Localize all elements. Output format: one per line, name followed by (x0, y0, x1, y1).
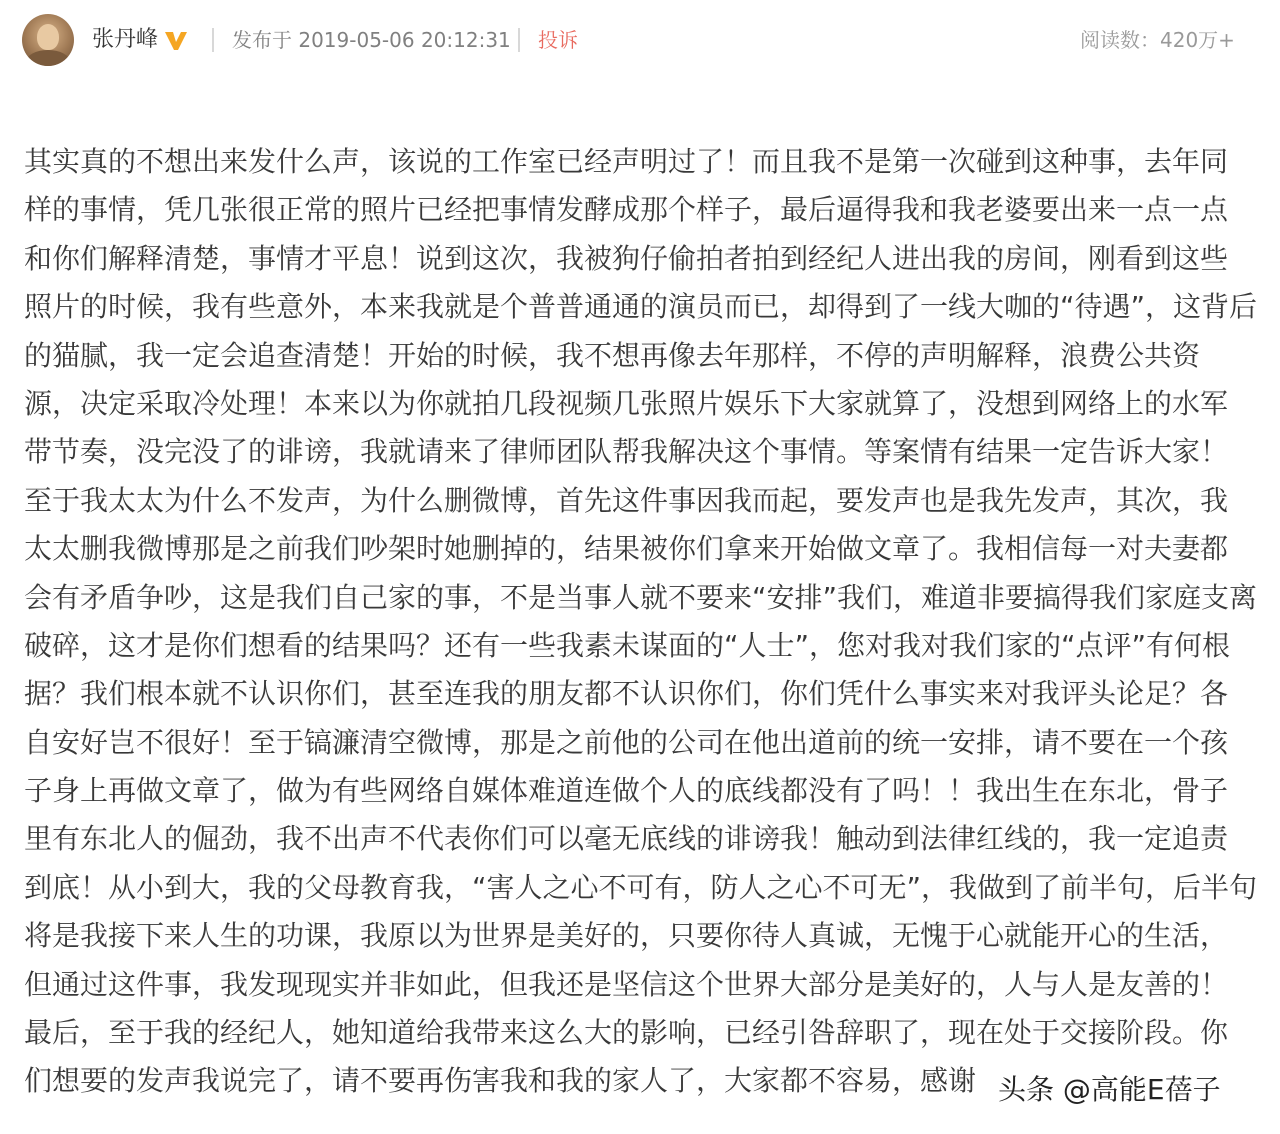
report-link[interactable]: 投诉 (538, 28, 578, 52)
post-text-line: 至于我太太为什么不发声，为什么删微博，首先这件事因我而起，要发声也是我先发声，其次，我 (24, 483, 1229, 517)
post-text-line: 会有矛盾争吵，这是我们自己家的事，不是当事人就不要来“安排”我们，难道非要搞得我们家庭支离 (24, 580, 1258, 614)
post-text-line: 子身上再做文章了，做为有些网络自媒体难道连做个人的底线都没有了吗！！我出生在东北，骨子 (24, 774, 1229, 808)
header-divider (212, 28, 214, 52)
verified-badge-icon (163, 29, 189, 53)
post-text-line: 里有东北人的倔劲，我不出声不代表你们可以毫无底线的诽谤我！触动到法律红线的，我一定追责 (24, 822, 1229, 856)
post-text-line: 据？我们根本就不认识你们，甚至连我的朋友都不认识你们，你们凭什么事实来对我评头论足？各 (24, 677, 1229, 711)
avatar-face (37, 24, 59, 50)
avatar-shoulders (26, 50, 70, 66)
post-text-line: 最后，至于我的经纪人，她知道给我带来这么大的影响，已经引咎辞职了，现在处于交接阶段。你 (24, 1016, 1229, 1050)
post-text-line: 和你们解释清楚，事情才平息！说到这次，我被狗仔偷拍者拍到经纪人进出我的房间，刚看到这些 (24, 241, 1229, 275)
post-text-line: 照片的时候，我有些意外，本来我就是个普普通通的演员而已，却得到了一线大咖的“待遇”，这背后 (24, 290, 1258, 324)
user-avatar[interactable] (22, 14, 74, 66)
post-text-line: 但通过这件事，我发现现实并非如此，但我还是坚信这个世界大部分是美好的，人与人是友善的！ (24, 967, 1229, 1001)
post-text-line: 到底！从小到大，我的父母教育我，“害人之心不可有，防人之心不可无”，我做到了前半句，后半句 (24, 870, 1258, 904)
post-text-line: 源，决定采取冷处理！本来以为你就拍几段视频几张照片娱乐下大家就算了，没想到网络上的水军 (24, 386, 1229, 420)
username-link[interactable]: 张丹峰 (92, 27, 159, 52)
post-text-line: 的猫腻，我一定会追查清楚！开始的时候，我不想再像去年那样，不停的声明解释，浪费公共资 (24, 338, 1201, 372)
header-divider (518, 28, 520, 52)
post-header (0, 0, 1280, 84)
post-text-line: 将是我接下来人生的功课，我原以为世界是美好的，只要你待人真诚，无愧于心就能开心的生活， (24, 919, 1229, 953)
post-text-line: 太太删我微博那是之前我们吵架时她删掉的，结果被你们拿来开始做文章了。我相信每一对夫妻都 (24, 532, 1229, 566)
post-text-line: 其实真的不想出来发什么声，该说的工作室已经声明过了！而且我不是第一次碰到这种事，去年同 (24, 145, 1229, 178)
watermark-text: 头条 @高能E蓓子 (998, 1073, 1221, 1106)
watermark (978, 1062, 1280, 1118)
post-body (24, 138, 1258, 1106)
post-text-line: 自安好岂不很好！至于镐濂清空微博，那是之前他的公司在他出道前的统一安排，请不要在一个孩 (24, 725, 1229, 759)
read-count: 阅读数：420万+ (1080, 28, 1235, 52)
post-text-line: 破碎，这才是你们想看的结果吗？还有一些我素未谋面的“人士”，您对我对我们家的“点评”有何根 (24, 628, 1231, 662)
post-text-line: 们想要的发声我说完了，请不要再伤害我和我的家人了，大家都不容易，感谢 (24, 1064, 977, 1098)
publish-time: 发布于 2019-05-06 20:12:31 (232, 28, 511, 52)
post-text-line: 带节奏，没完没了的诽谤，我就请来了律师团队帮我解决这个事情。等案情有结果一定告诉大家！ (24, 435, 1229, 469)
post-text-line: 样的事情，凭几张很正常的照片已经把事情发酵成那个样子，最后逼得我和我老婆要出来一点一点 (24, 193, 1229, 227)
